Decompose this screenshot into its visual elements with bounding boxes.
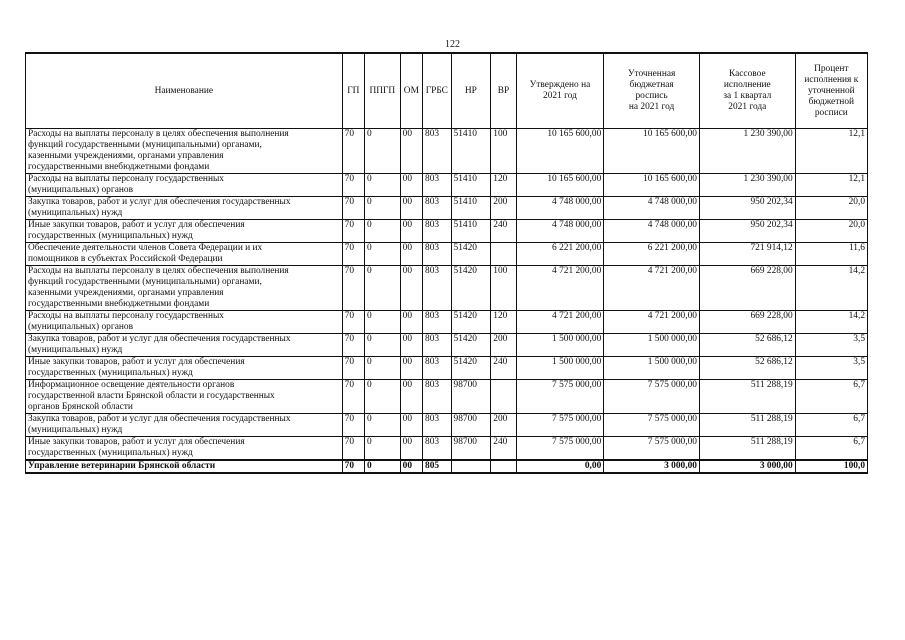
cell-vr [491, 460, 516, 473]
cell-cash: 950 202,34 [699, 197, 795, 220]
cell-ppgp: 0 [365, 437, 401, 461]
cell-percent: 11,6 [795, 243, 867, 266]
cell-ppgp: 0 [365, 311, 401, 334]
cell-vr [491, 243, 516, 266]
cell-approved: 10 165 600,00 [516, 129, 604, 174]
cell-om: 00 [400, 220, 422, 243]
cell-gp: 70 [342, 311, 364, 334]
cell-refined: 4 748 000,00 [604, 220, 700, 243]
cell-cash: 52 686,12 [699, 334, 795, 357]
cell-percent: 12,1 [795, 174, 867, 197]
header-name: Наименование [26, 53, 343, 129]
cell-grbs: 803 [423, 357, 452, 380]
cell-om: 00 [400, 414, 422, 437]
budget-table [25, 52, 868, 474]
header-gp: ГП [342, 53, 364, 129]
header-grbs: ГРБС [423, 53, 452, 129]
header-row [26, 53, 868, 129]
cell-nr: 51410 [451, 220, 491, 243]
cell-refined: 7 575 000,00 [604, 437, 700, 461]
cell-approved: 1 500 000,00 [516, 334, 604, 357]
page-number: 122 [445, 39, 460, 50]
cell-name: Расходы на выплаты персоналу в целях обеспечения выполнения функций государственными (муниципальными) органами, казенными учреждениями, органами управления государственными внебюджетными фондами [26, 129, 343, 174]
cell-nr: 51410 [451, 129, 491, 174]
cell-grbs: 803 [423, 129, 452, 174]
cell-grbs: 803 [423, 243, 452, 266]
cell-nr: 51420 [451, 311, 491, 334]
cell-om: 00 [400, 129, 422, 174]
cell-ppgp: 0 [365, 174, 401, 197]
cell-ppgp: 0 [365, 197, 401, 220]
cell-name: Иные закупки товаров, работ и услуг для обеспечения государственных (муниципальных) нужд [26, 357, 343, 380]
cell-vr: 200 [491, 334, 516, 357]
header-approved-label: Утверждено на 2021 год [529, 80, 591, 101]
cell-cash: 669 228,00 [699, 311, 795, 334]
cell-grbs: 803 [423, 174, 452, 197]
cell-name: Иные закупки товаров, работ и услуг для обеспечения государственных (муниципальных) нужд [26, 437, 343, 461]
header-refined-label: Уточненная бюджетная роспись на 2021 год [627, 69, 676, 112]
cell-refined: 7 575 000,00 [604, 414, 700, 437]
cell-name: Закупка товаров, работ и услуг для обеспечения государственных (муниципальных) нужд [26, 414, 343, 437]
cell-ppgp: 0 [365, 334, 401, 357]
cell-refined: 1 500 000,00 [604, 334, 700, 357]
header-approved [516, 53, 604, 129]
cell-gp: 70 [342, 334, 364, 357]
cell-cash: 3 000,00 [699, 460, 795, 473]
cell-om: 00 [400, 243, 422, 266]
cell-om: 00 [400, 380, 422, 414]
header-percent [795, 53, 867, 129]
table-row [26, 437, 868, 461]
cell-nr: 51410 [451, 197, 491, 220]
cell-name: Управление ветеринарии Брянской области [26, 460, 343, 473]
cell-nr: 51420 [451, 266, 491, 311]
cell-approved: 7 575 000,00 [516, 414, 604, 437]
cell-vr: 240 [491, 437, 516, 461]
cell-cash: 950 202,34 [699, 220, 795, 243]
cell-percent: 14,2 [795, 266, 867, 311]
table-row [26, 129, 868, 174]
cell-grbs: 803 [423, 266, 452, 311]
cell-om: 00 [400, 197, 422, 220]
table-row [26, 266, 868, 311]
cell-name: Иные закупки товаров, работ и услуг для обеспечения государственных (муниципальных) нужд [26, 220, 343, 243]
cell-om: 00 [400, 357, 422, 380]
cell-cash: 1 230 390,00 [699, 129, 795, 174]
cell-approved: 6 221 200,00 [516, 243, 604, 266]
cell-vr: 100 [491, 129, 516, 174]
cell-ppgp: 0 [365, 266, 401, 311]
cell-name: Информационное освещение деятельности органов государственной власти Брянской области и государственных органов Брянской области [26, 380, 343, 414]
total-row [26, 460, 868, 473]
cell-cash: 511 288,19 [699, 380, 795, 414]
cell-approved: 4 748 000,00 [516, 220, 604, 243]
cell-percent: 100,0 [795, 460, 867, 473]
cell-vr: 240 [491, 220, 516, 243]
cell-refined: 4 721 200,00 [604, 311, 700, 334]
cell-percent: 6,7 [795, 380, 867, 414]
cell-gp: 70 [342, 220, 364, 243]
cell-grbs: 805 [423, 460, 452, 473]
cell-om: 00 [400, 174, 422, 197]
cell-name: Расходы на выплаты персоналу государственных (муниципальных) органов [26, 311, 343, 334]
cell-nr: 51420 [451, 357, 491, 380]
table-row [26, 220, 868, 243]
cell-grbs: 803 [423, 437, 452, 461]
cell-vr: 200 [491, 197, 516, 220]
cell-ppgp: 0 [365, 357, 401, 380]
cell-approved: 1 500 000,00 [516, 357, 604, 380]
cell-ppgp: 0 [365, 460, 401, 473]
table-row [26, 334, 868, 357]
cell-percent: 12,1 [795, 129, 867, 174]
cell-name: Расходы на выплаты персоналу государственных (муниципальных) органов [26, 174, 343, 197]
header-refined [604, 53, 700, 129]
header-vr: ВР [491, 53, 516, 129]
cell-ppgp: 0 [365, 220, 401, 243]
table-row [26, 357, 868, 380]
cell-nr: 51410 [451, 174, 491, 197]
cell-cash: 1 230 390,00 [699, 174, 795, 197]
table-row [26, 414, 868, 437]
cell-vr: 240 [491, 357, 516, 380]
cell-name: Закупка товаров, работ и услуг для обеспечения государственных (муниципальных) нужд [26, 334, 343, 357]
cell-gp: 70 [342, 380, 364, 414]
cell-percent: 20,0 [795, 197, 867, 220]
cell-vr: 100 [491, 266, 516, 311]
cell-grbs: 803 [423, 380, 452, 414]
cell-approved: 7 575 000,00 [516, 380, 604, 414]
cell-ppgp: 0 [365, 243, 401, 266]
cell-cash: 721 914,12 [699, 243, 795, 266]
cell-nr: 51420 [451, 334, 491, 357]
cell-cash: 669 228,00 [699, 266, 795, 311]
cell-percent: 3,5 [795, 334, 867, 357]
cell-gp: 70 [342, 129, 364, 174]
cell-grbs: 803 [423, 334, 452, 357]
cell-grbs: 803 [423, 311, 452, 334]
cell-cash: 511 288,19 [699, 437, 795, 461]
cell-grbs: 803 [423, 197, 452, 220]
cell-nr: 98700 [451, 437, 491, 461]
cell-refined: 10 165 600,00 [604, 129, 700, 174]
cell-vr: 120 [491, 174, 516, 197]
cell-gp: 70 [342, 243, 364, 266]
cell-nr [451, 460, 491, 473]
cell-vr: 120 [491, 311, 516, 334]
cell-gp: 70 [342, 414, 364, 437]
cell-approved: 4 721 200,00 [516, 311, 604, 334]
cell-nr: 98700 [451, 414, 491, 437]
header-om: ОМ [400, 53, 422, 129]
cell-approved: 7 575 000,00 [516, 437, 604, 461]
cell-percent: 3,5 [795, 357, 867, 380]
cell-ppgp: 0 [365, 414, 401, 437]
table-row [26, 311, 868, 334]
header-nr: НР [451, 53, 491, 129]
cell-grbs: 803 [423, 220, 452, 243]
cell-refined: 3 000,00 [604, 460, 700, 473]
cell-gp: 70 [342, 266, 364, 311]
cell-refined: 4 748 000,00 [604, 197, 700, 220]
cell-percent: 20,0 [795, 220, 867, 243]
cell-approved: 10 165 600,00 [516, 174, 604, 197]
cell-nr: 51420 [451, 243, 491, 266]
cell-approved: 4 748 000,00 [516, 197, 604, 220]
cell-om: 00 [400, 311, 422, 334]
cell-vr: 200 [491, 414, 516, 437]
cell-gp: 70 [342, 197, 364, 220]
cell-name: Расходы на выплаты персоналу в целях обеспечения выполнения функций государственными (муниципальными) органами, казенными учреждениями, органами управления государственными внебюджетными фондами [26, 266, 343, 311]
cell-om: 00 [400, 460, 422, 473]
cell-name: Обеспечение деятельности членов Совета Федерации и их помощников в субъектах Российской Федерации [26, 243, 343, 266]
cell-vr [491, 380, 516, 414]
header-cash [699, 53, 795, 129]
cell-om: 00 [400, 266, 422, 311]
cell-gp: 70 [342, 437, 364, 461]
cell-gp: 70 [342, 174, 364, 197]
table-row [26, 174, 868, 197]
table-body [26, 129, 868, 474]
cell-refined: 4 721 200,00 [604, 266, 700, 311]
cell-cash: 52 686,12 [699, 357, 795, 380]
cell-ppgp: 0 [365, 129, 401, 174]
cell-percent: 6,7 [795, 414, 867, 437]
cell-refined: 10 165 600,00 [604, 174, 700, 197]
cell-refined: 6 221 200,00 [604, 243, 700, 266]
cell-gp: 70 [342, 357, 364, 380]
table-row [26, 197, 868, 220]
cell-approved: 0,00 [516, 460, 604, 473]
cell-percent: 14,2 [795, 311, 867, 334]
header-cash-label: Кассовое исполнение за 1 квартал 2021 года [723, 69, 772, 112]
cell-refined: 7 575 000,00 [604, 380, 700, 414]
header-ppgp: ППГП [365, 53, 401, 129]
cell-gp: 70 [342, 460, 364, 473]
cell-refined: 1 500 000,00 [604, 357, 700, 380]
cell-om: 00 [400, 334, 422, 357]
cell-approved: 4 721 200,00 [516, 266, 604, 311]
cell-percent: 6,7 [795, 437, 867, 461]
cell-ppgp: 0 [365, 380, 401, 414]
cell-nr: 98700 [451, 380, 491, 414]
table-row [26, 243, 868, 266]
cell-grbs: 803 [423, 414, 452, 437]
cell-om: 00 [400, 437, 422, 461]
header-percent-label: Процент исполнения к уточненной бюджетной росписи [804, 63, 859, 118]
cell-name: Закупка товаров, работ и услуг для обеспечения государственных (муниципальных) нужд [26, 197, 343, 220]
cell-cash: 511 288,19 [699, 414, 795, 437]
table-row [26, 380, 868, 414]
